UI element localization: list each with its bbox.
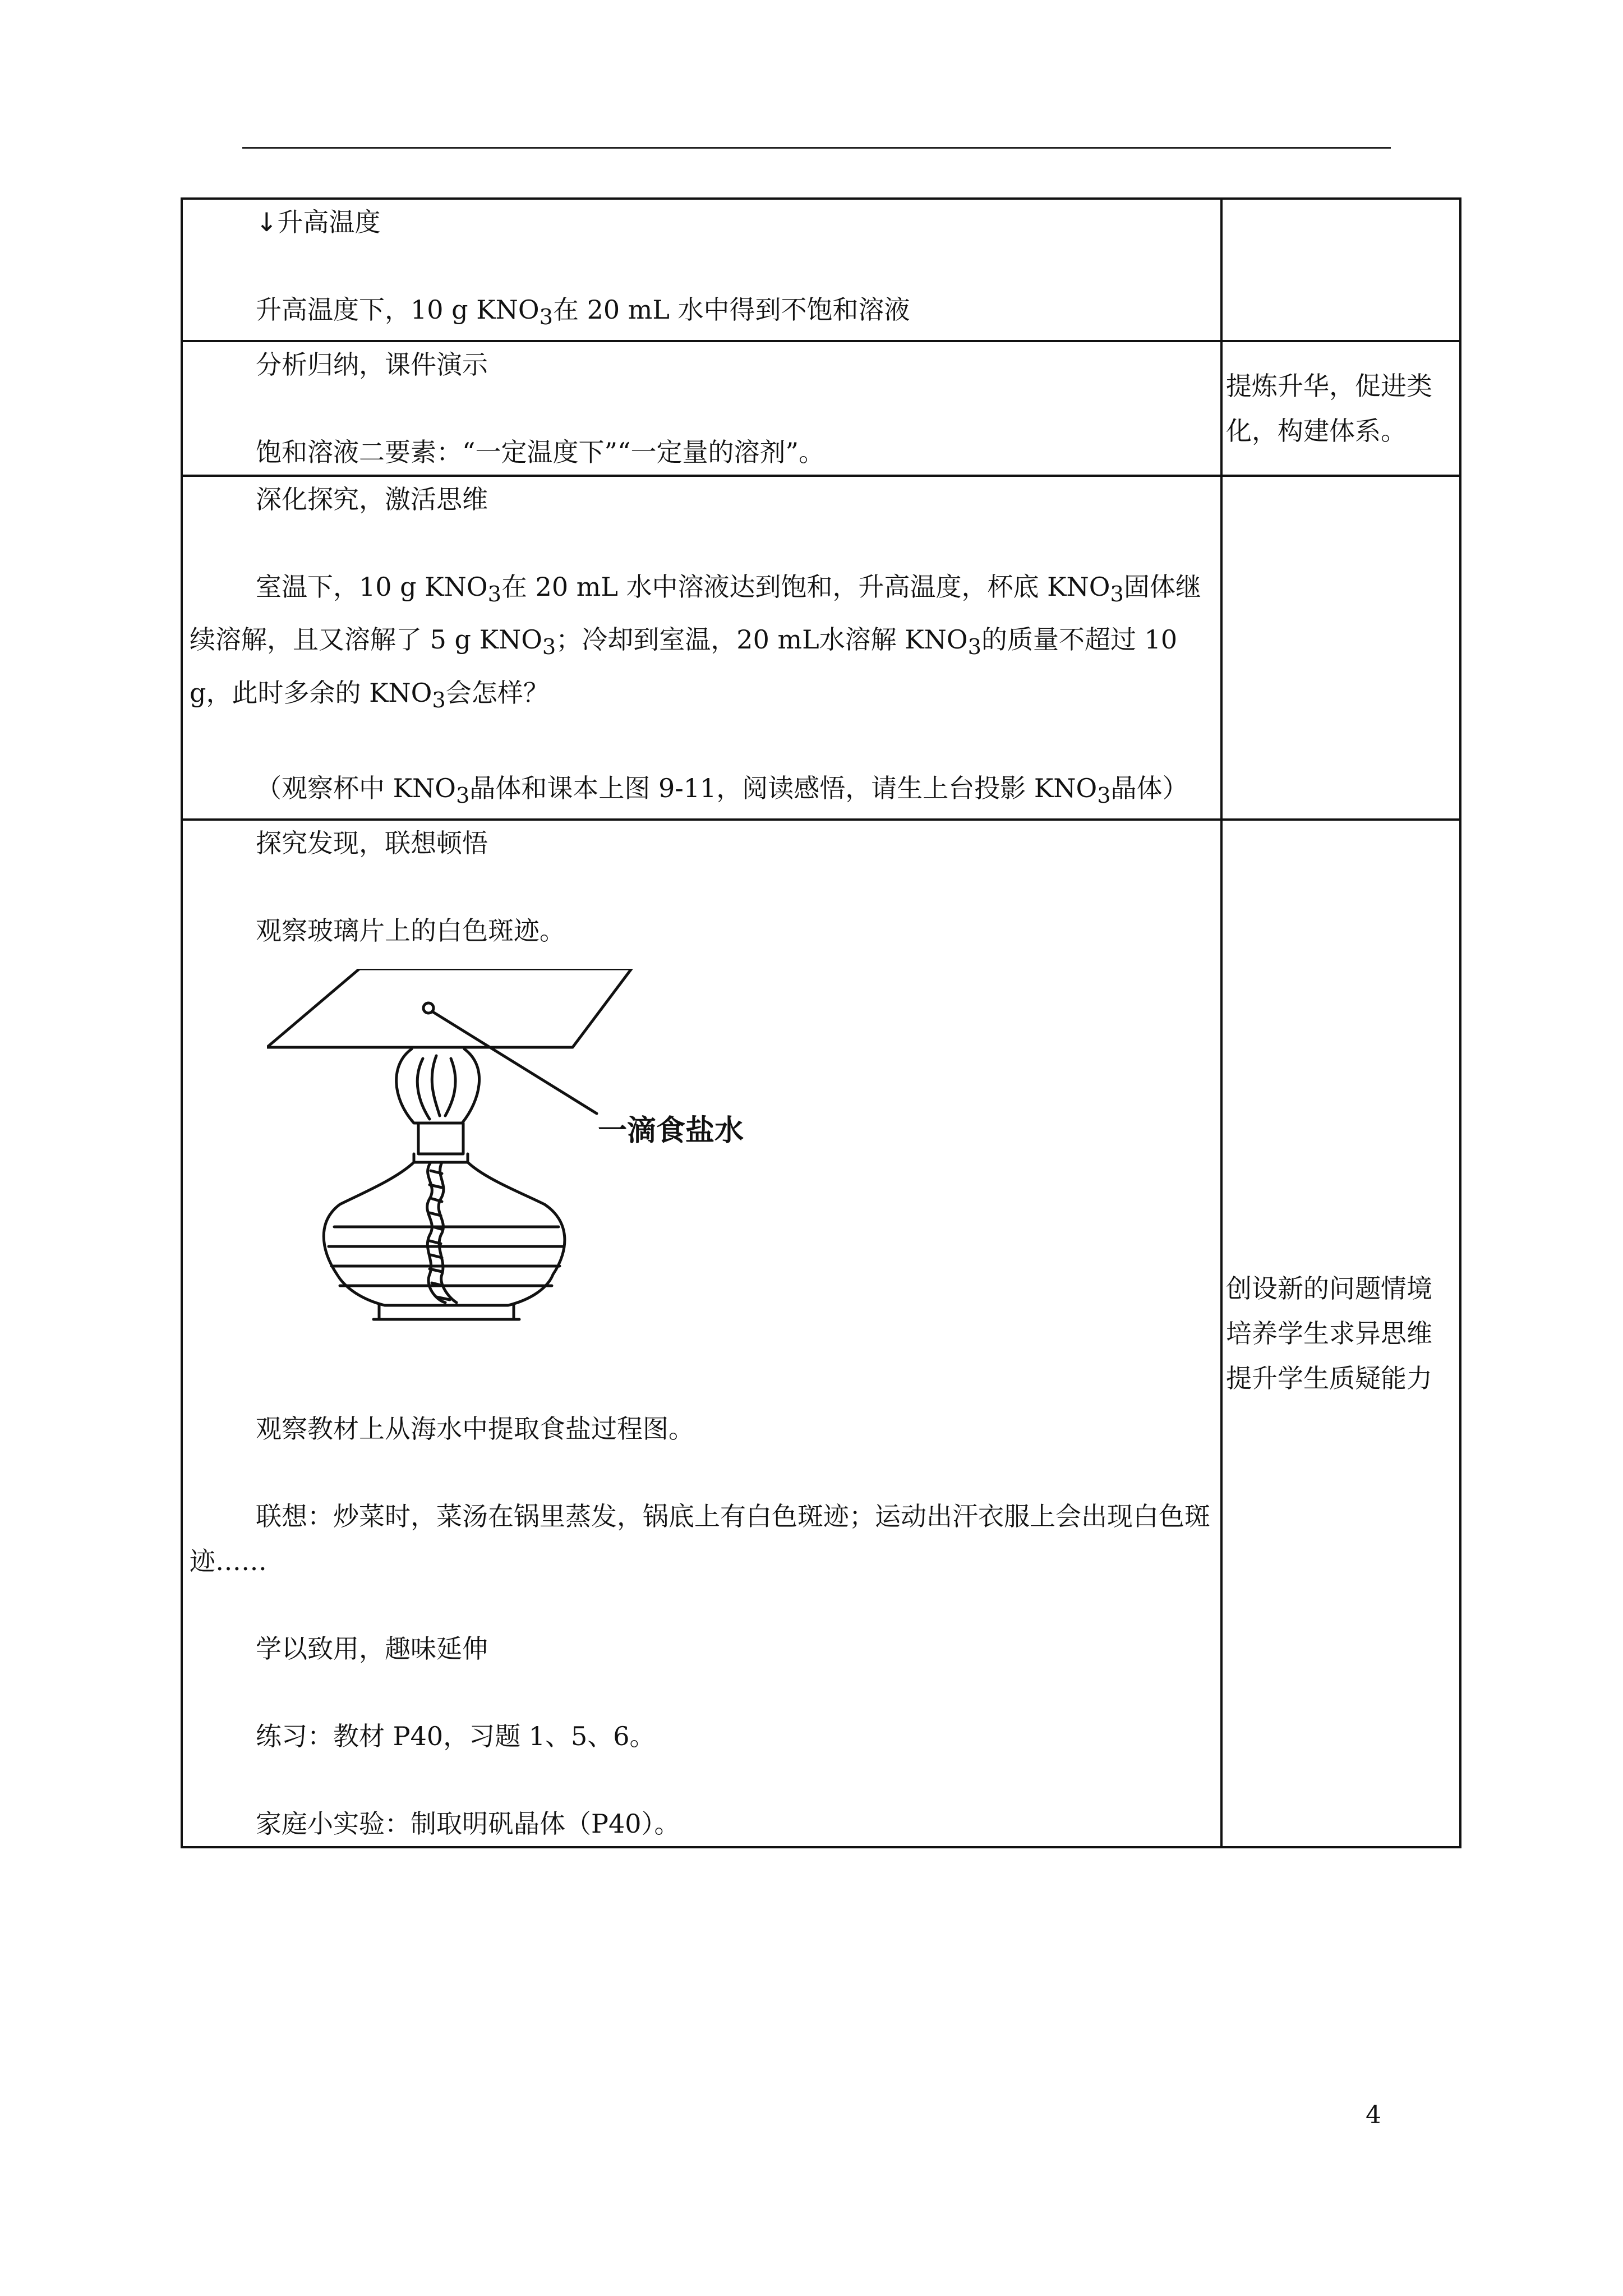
intent-line: 提升学生质疑能力 xyxy=(1226,1363,1432,1393)
step-text: 家庭小实验：制取明矾晶体（P40）。 xyxy=(256,1808,680,1839)
step-text: 升高温度下，10 g $KNO_3$在 20 mL 水中得到不饱和溶液 xyxy=(256,295,910,330)
intent-cell xyxy=(1221,820,1460,1847)
process-cell xyxy=(182,476,1221,820)
header-rule xyxy=(242,147,1391,149)
glass-plate-shape xyxy=(267,969,631,1047)
leader-line xyxy=(433,1012,597,1114)
intent-cell xyxy=(1221,476,1460,820)
table-row xyxy=(182,476,1460,820)
intent-cell xyxy=(1221,341,1460,476)
process-cell xyxy=(182,341,1221,476)
step-heading: 学以致用，趣味延伸 xyxy=(256,1633,488,1664)
alcohol-lamp-drawing xyxy=(267,969,828,1361)
table-row xyxy=(182,199,1460,341)
alcohol-lamp-figure xyxy=(267,969,828,1361)
page-number: 4 xyxy=(1366,2101,1381,2129)
step-text: 练习：教材 P40，习题 1、5、6。 xyxy=(256,1720,656,1751)
table-row xyxy=(182,341,1460,476)
step-heading: 分析归纳，课件演示 xyxy=(256,349,488,380)
step-heading: 深化探究，激活思维 xyxy=(256,484,488,515)
intent-line: 创设新的问题情境 xyxy=(1226,1273,1432,1304)
step-text: 观察教材上从海水中提取食盐过程图。 xyxy=(256,1413,694,1444)
down-arrow-icon: ↓ xyxy=(256,207,278,237)
lesson-plan-table xyxy=(181,197,1461,1848)
step-paragraph: 联想：炒菜时，菜汤在锅里蒸发，锅底上有白色斑迹；运动出汗衣服上会出现白色斑迹…… xyxy=(190,1501,1210,1576)
step-paragraph: 室温下，10 g $KNO_3$在 20 mL 水中溶液达到饱和，升高温度，杯底 $KNO_3$固体继续溶解，且又溶解了 5 g $KNO_3$；冷却到室温，20 mL水溶解 $KNO_3$的质量不超过 10 g，此时多余的 $KNO_3$会怎样？ xyxy=(190,572,1201,713)
step-heading: 探究发现，联想顿悟 xyxy=(256,827,488,858)
figure-label: 一滴食盐水 xyxy=(598,1114,744,1148)
step-text: 观察玻璃片上的白色斑迹。 xyxy=(256,915,565,946)
step-heading: ↓升高温度 xyxy=(256,207,381,237)
step-note: （观察杯中 $KNO_3$晶体和课本上图 9-11，阅读感悟，请生上台投影 $KNO_3$晶体） xyxy=(256,772,1188,808)
process-cell xyxy=(182,199,1221,341)
intent-text: 提炼升华，促进类化，构建体系。 xyxy=(1226,371,1432,447)
process-cell xyxy=(182,820,1221,1847)
intent-line: 培养学生求异思维 xyxy=(1226,1318,1432,1349)
table-row xyxy=(182,820,1460,1847)
step-text: 饱和溶液二要素：“一定温度下”“一定量的溶剂”。 xyxy=(256,437,825,468)
intent-cell xyxy=(1221,199,1460,341)
wick-holder-shape xyxy=(418,1123,463,1154)
